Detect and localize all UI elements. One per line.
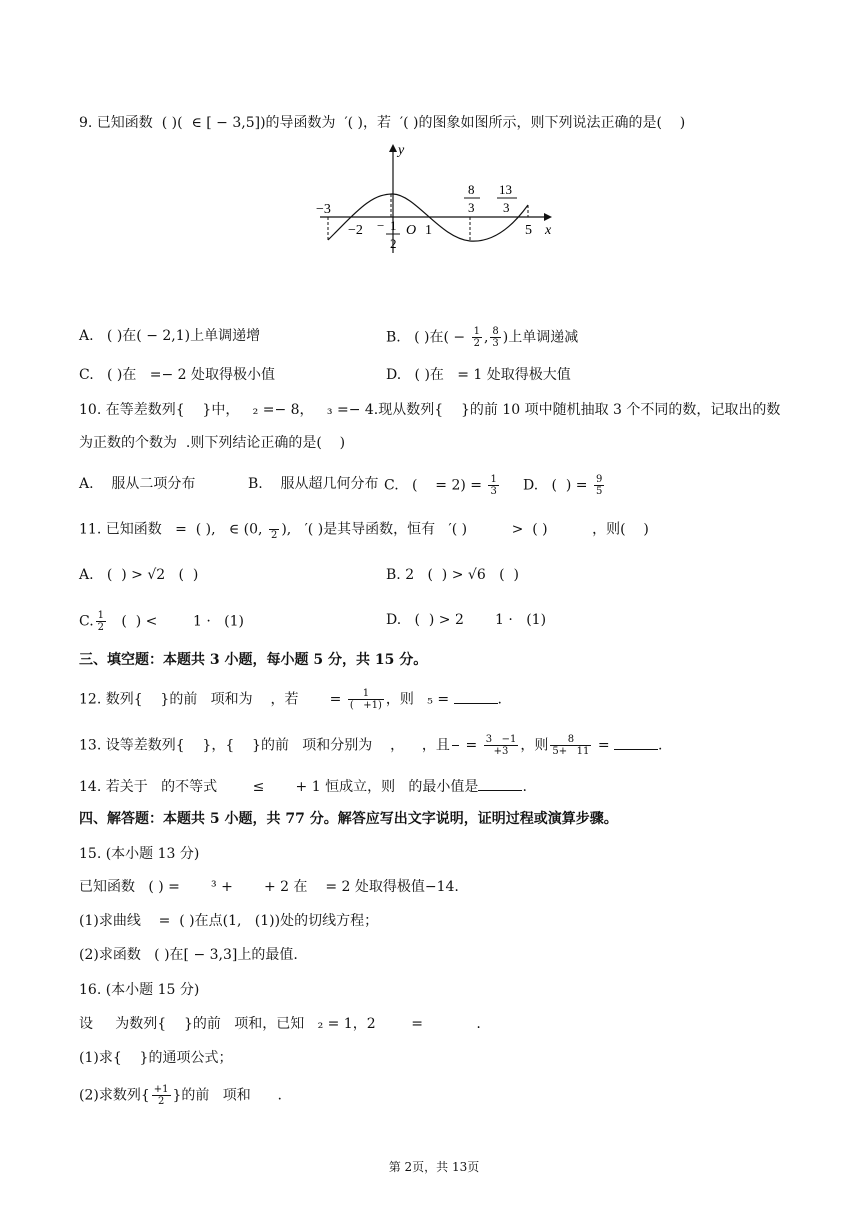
tick-label-neg3: −3 xyxy=(316,202,331,217)
q9-option-b-frac2: $\frac{8}{3}$ xyxy=(492,326,499,349)
q13-mid: = xyxy=(461,737,482,754)
q9-option-b-post: )上单调递减 xyxy=(502,329,579,346)
q11-option-c-post: ( ) < 1 · (1) xyxy=(108,613,244,630)
q16-part2 xyxy=(79,1084,282,1107)
frac-half-num: 1 xyxy=(390,218,397,233)
q14-end: . xyxy=(522,779,527,795)
q16-stem: 设 为数列{ }的前 项和，已知 ₂ = 1，2 = . xyxy=(79,1016,481,1032)
q13-frac1 xyxy=(452,734,459,757)
q12 xyxy=(79,688,502,711)
q11-option-b: B. 2 ( ) > √6 ( ) xyxy=(386,567,519,583)
q11-option-c-frac: $\frac{1}{2}$ xyxy=(97,610,105,633)
q14 xyxy=(79,776,527,797)
y-axis-arrow xyxy=(389,144,397,152)
q15-part2: (2)求函数 ( )在[ − 3,3]上的最值. xyxy=(79,947,298,963)
q13-pre: 13. 设等差数列{ }，{ }的前 项和分别为 ， ，且 xyxy=(79,737,450,754)
q12-end: . xyxy=(497,691,502,708)
origin-label: O xyxy=(406,223,417,238)
q15-title: 15. (本小题 13 分) xyxy=(79,846,200,862)
q12-pre: 12. 数列{ }的前 项和为 ，若 = xyxy=(79,691,346,708)
q10-option-c-pre: C. ( = 2) = xyxy=(384,477,487,494)
q16-part2-pre: (2)求数列{ xyxy=(79,1087,150,1104)
q9-option-b: B. ( )在( − $\frac{1}{2}$ , $\frac{8}{3}$ )上单调递减 xyxy=(386,326,579,349)
q11-stem-frac: 2 xyxy=(269,518,279,541)
q13-end: . xyxy=(658,737,663,754)
q11-stem-post: ), ′( )是其导函数，恒有 ′( ) > ( ) ，则( ) xyxy=(281,521,649,538)
section-4-heading: 四、解答题：本题共 5 小题，共 77 分。解答应写出文字说明，证明过程或演算步骤。 xyxy=(79,811,618,827)
section-3-heading: 三、填空题：本题共 3 小题，每小题 5 分，共 15 分。 xyxy=(79,652,428,668)
q10-option-b: B. 服从超几何分布 xyxy=(248,476,379,492)
tick-label-5: 5 xyxy=(525,223,532,238)
page-footer: 第 2页，共 13页 xyxy=(388,1160,480,1174)
q10-option-d xyxy=(523,474,606,497)
q11-option-d: D. ( ) > 2 1 · (1) xyxy=(386,612,547,628)
q16-title: 16. (本小题 15 分) xyxy=(79,982,200,998)
x-axis-label: x xyxy=(545,223,552,238)
q12-answer-blank xyxy=(454,689,498,704)
q15-part1: (1)求曲线 = ( )在点(1, (1))处的切线方程； xyxy=(79,913,379,929)
q9-option-a: A. ( )在( − 2,1)上单调递增 xyxy=(79,328,261,344)
tick-label-neg2: −2 xyxy=(348,223,363,238)
tick-label-1: 1 xyxy=(425,223,432,238)
q10-option-d-frac: $\frac{9}{5}$ xyxy=(595,474,603,497)
q13 xyxy=(79,734,662,757)
q12-frac: $\frac{1}{( +1)}$ xyxy=(349,688,382,711)
q11-option-c xyxy=(79,610,244,633)
q10-stem-line2: 为正数的个数为 .则下列结论正确的是( ) xyxy=(79,435,346,451)
y-axis-label: y xyxy=(398,143,405,158)
frac-8-3-num: 8 xyxy=(468,182,475,197)
q16-part2-frac: $\frac{+1}{2}$ xyxy=(153,1084,169,1107)
q11-option-a: A. ( ) > √2 ( ) xyxy=(79,567,199,583)
q13-mid2: ，则 xyxy=(520,737,549,754)
q10-option-c-frac: $\frac{1}{3}$ xyxy=(490,474,497,497)
q10-option-d-pre: D. ( ) = xyxy=(523,477,592,494)
q13-frac3: $\frac{8}{5+ 11}$ xyxy=(552,734,590,757)
q10-option-c xyxy=(384,474,501,497)
q13-post: = xyxy=(593,737,615,754)
frac-13-3-den: 3 xyxy=(503,200,510,215)
q11-stem xyxy=(79,518,649,541)
x-axis-arrow xyxy=(544,213,552,221)
q13-answer-blank xyxy=(614,735,658,750)
q9-option-b-frac1: $\frac{1}{2}$ xyxy=(473,326,480,349)
tick-label-neg-sign: − xyxy=(377,218,385,233)
q13-frac2: $\frac{3 -1}{+3}$ xyxy=(485,734,517,757)
q9-option-c: C. ( )在 =− 2 处取得极小值 xyxy=(79,367,276,383)
q9-option-b-pre: B. ( )在( − xyxy=(386,329,470,346)
q11-option-c-pre: C. xyxy=(79,613,94,630)
frac-half-den: 2 xyxy=(390,236,397,251)
q10-stem-line1: 10. 在等差数列{ }中， ₂ =− 8， ₃ =− 4.现从数列{ }的前 10 项中随机抽取 3 个不同的数，记取出的数 xyxy=(79,402,781,418)
q16-part1: (1)求{ }的通项公式； xyxy=(79,1050,233,1066)
q10-option-a: A. 服从二项分布 xyxy=(79,476,196,492)
frac-13-3-num: 13 xyxy=(499,182,512,197)
derivative-graph xyxy=(300,138,570,258)
frac-8-3-den: 3 xyxy=(468,200,475,215)
q15-stem: 已知函数 ( ) = ³ + + 2 在 = 2 处取得极值−14. xyxy=(79,879,459,895)
q14-pre: 14. 若关于 的不等式 ≤ + 1 恒成立，则 的最小值是 xyxy=(79,779,479,795)
q9-stem: 9. 已知函数 ( )( ∈ [ − 3,5])的导函数为 ′( )，若 ′( )的图象如图所示，则下列说法正确的是( ) xyxy=(79,115,686,131)
q9-option-d: D. ( )在 = 1 处取得极大值 xyxy=(386,367,571,383)
q14-answer-blank xyxy=(478,776,522,791)
q16-part2-post: }的前 项和 . xyxy=(172,1087,282,1104)
q11-stem-pre: 11. 已知函数 = ( ), ∈ (0, xyxy=(79,521,267,538)
q12-post: ，则 ₅ = xyxy=(385,691,454,708)
